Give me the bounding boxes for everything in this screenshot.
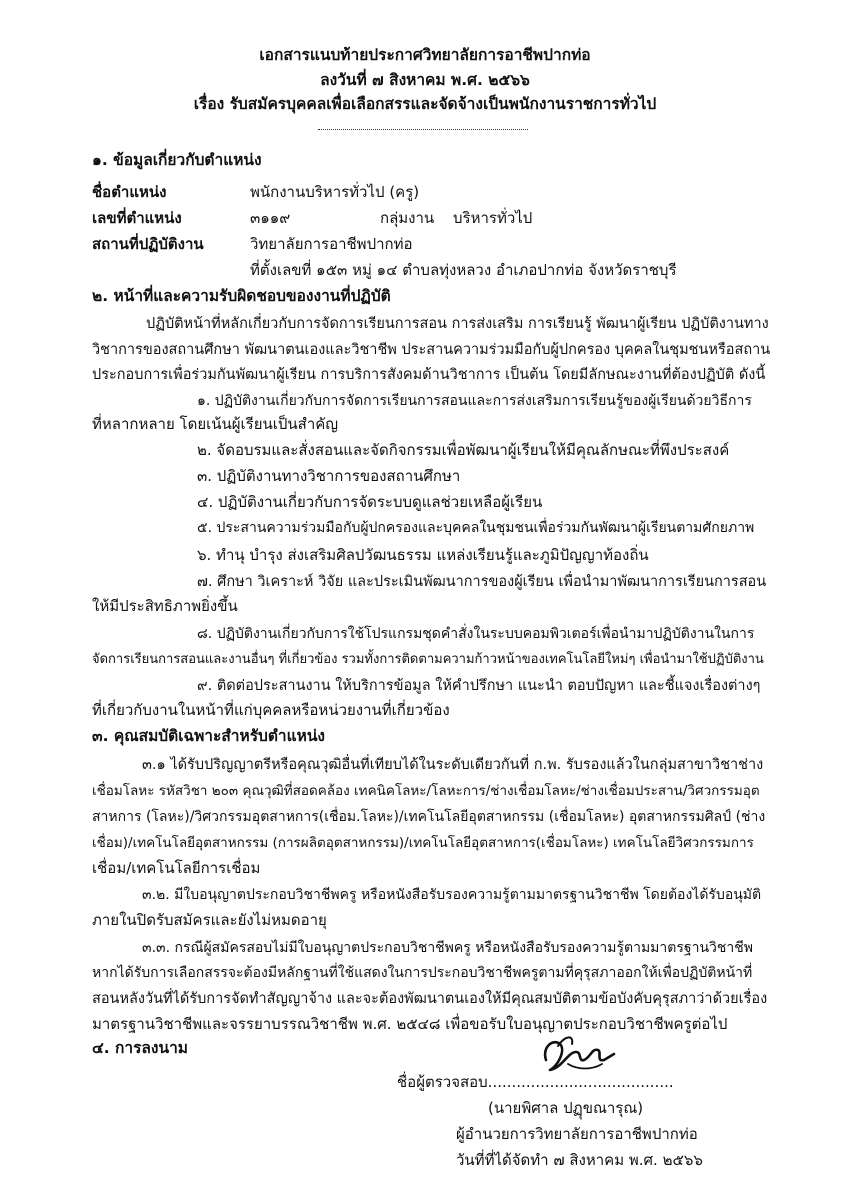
qualification-3-2: ๓.๒. มีใบอนุญาตประกอบวิชาชีพครู หรือหนังสือรับรองความรู้ตามมาตรฐานวิชาชีพ โดยต้องได้รับอนุมัติ xyxy=(142,887,762,903)
position-label: ชื่อตำแหน่ง xyxy=(92,183,167,201)
director-title: ผู้อำนวยการวิทยาลัยการอาชีพปากท่อ xyxy=(456,1125,698,1143)
qualification-3-1-cont-2: สาหการ (โลหะ)/วิศวกรรมอุตสาหการ(เชื่อม.โลหะ)/เทคโนโลยีอุตสาหกรรม (เชื่อมโลหะ) อุตสาหกรรมศิลป์ (ช่าง xyxy=(92,809,766,825)
duty-intro-line-2: วิชาการของสถานศึกษา พัฒนาตนเองและวิชาชีพ ประสานความร่วมมือกับผู้ปกครอง บุคคลในชุมชนหรือสถาน xyxy=(92,342,771,358)
workplace-address: ที่ตั้งเลขที่ ๑๕๓ หมู่ ๑๔ ตำบลทุ่งหลวง อำเภอปากท่อ จังหวัดราชบุรี xyxy=(250,261,677,279)
number-label: เลขที่ตำแหน่ง xyxy=(92,209,182,227)
duty-item-4: ๔. ปฏิบัติงานเกี่ยวกับการจัดระบบดูแลช่วยเหลือผู้เรียน xyxy=(197,493,543,511)
director-name: (นายพิศาล ปฏุขณารุณ) xyxy=(488,1099,644,1117)
duty-item-2: ๒. จัดอบรมและสั่งสอนและจัดกิจกรรมเพื่อพัฒนาผู้เรียนให้มีคุณลักษณะที่พึงประสงค์ xyxy=(197,441,730,459)
document-date: วันที่ที่ได้จัดทำ ๗ สิงหาคม พ.ศ. ๒๕๖๖ xyxy=(456,1151,703,1169)
section1-heading: ๑. ข้อมูลเกี่ยวกับตำแหน่ง xyxy=(92,151,262,169)
group-value: บริหารทั่วไป xyxy=(453,209,533,227)
duty-intro-line-3: ประกอบการเพื่อร่วมกันพัฒนาผู้เรียน การบริการสังคมด้านวิชาการ เป็นต้น โดยมีลักษณะงานที่ต้องปฏิบัติ ดังนี้ xyxy=(92,367,766,383)
qualification-3-1-cont-1: เชื่อมโลหะ รหัสวิชา ๒๐๓ คุณวุฒิที่สอดคล้อง เทคนิคโลหะ/โลหะการ/ช่างเชื่อมโลหะ/ช่างเชื่อมประสาน/วิศวกรรมอุต xyxy=(92,783,760,799)
duty-item-1-cont: ที่หลากหลาย โดยเน้นผู้เรียนเป็นสำคัญ xyxy=(92,415,339,433)
qualification-3-3-cont-1: หากได้รับการเลือกสรรจะต้องมีหลักฐานที่ใช้แสดงในการประกอบวิชาชีพครูตามที่คุรุสภาออกให้เพื่อปฏิบัติหน้าที่ xyxy=(92,965,753,981)
duty-item-8: ๘. ปฏิบัติงานเกี่ยวกับการใช้โปรแกรมชุดคำสั่งในระบบคอมพิวเตอร์เพื่อนำมาปฏิบัติงานในการ xyxy=(197,626,755,642)
qualification-3-3-cont-3: มาตรฐานวิชาชีพและจรรยาบรรณวิชาชีพ พ.ศ. ๒๕๔๘ เพื่อขอรับใบอนุญาตประกอบวิชาชีพครูต่อไป xyxy=(92,1015,728,1033)
header-line-1: เอกสารแนบท้ายประกาศวิทยาลัยการอาชีพปากท่อ xyxy=(259,46,591,64)
checker-label: ชื่อผู้ตรวจสอบ....................................... xyxy=(397,1073,674,1091)
duty-item-7-cont: ให้มีประสิทธิภาพยิ่งขึ้น xyxy=(92,597,238,615)
section2-heading: ๒. หน้าที่และความรับผิดชอบของงานที่ปฏิบัติ xyxy=(92,287,391,305)
duty-item-8-cont: จัดการเรียนการสอนและงานอื่นๆ ที่เกี่ยวข้อง รวมทั้งการติดตามความก้าวหน้าของเทคโนโลยีใหม่ๆ เพื่อนำมาใช้ปฏิบัติงาน xyxy=(92,652,764,667)
duty-item-9-cont: ที่เกี่ยวกับงานในหน้าที่แก่บุคคลหรือหน่วยงานที่เกี่ยวข้อง xyxy=(92,701,450,719)
duty-item-3: ๓. ปฏิบัติงานทางวิชาการของสถานศึกษา xyxy=(197,467,461,485)
group-label: กลุ่มงาน xyxy=(380,209,435,227)
duty-item-1: ๑. ปฏิบัติงานเกี่ยวกับการจัดการเรียนการสอนและการส่งเสริมการเรียนรู้ของผู้เรียนด้วยวิธีการ xyxy=(197,393,752,409)
header-line-2: ลงวันที่ ๗ สิงหาคม พ.ศ. ๒๕๖๖ xyxy=(320,71,530,89)
duty-item-9: ๙. ติดต่อประสานงาน ให้บริการข้อมูล ให้คำปรึกษา แนะนำ ตอบปัญหา และชี้แจงเรื่องต่างๆ xyxy=(197,678,761,694)
header-divider xyxy=(318,129,528,130)
position-value: พนักงานบริหารทั่วไป (ครู) xyxy=(250,183,420,201)
duty-item-6: ๖. ทำนุ บำรุง ส่งเสริมศิลปวัฒนธรรม แหล่งเรียนรู้และภูมิปัญญาท้องถิ่น xyxy=(197,546,649,564)
workplace-value: วิทยาลัยการอาชีพปากท่อ xyxy=(250,235,413,253)
qualification-3-1: ๓.๑ ได้รับปริญญาตรีหรือคุณวุฒิอื่นที่เทียบได้ในระดับเดียวกันที่ ก.พ. รับรองแล้วในกลุ่มสาขาวิชาช่าง xyxy=(142,757,764,773)
duty-item-5: ๕. ประสานความร่วมมือกับผู้ปกครองและบุคคลในชุมชนเพื่อร่วมกันพัฒนาผู้เรียนตามศักยภาพ xyxy=(197,520,755,536)
qualification-3-1-cont-3: เชื่อม)/เทคโนโลยีอุตสาหกรรม (การผลิตอุตสาหกรรม)/เทคโนโลยีอุตสาหการ(เชื่อมโลหะ) เทคโนโลยีวิศวกรรมการ xyxy=(92,835,754,851)
duty-item-7: ๗. ศึกษา วิเคราะห์ วิจัย และประเมินพัฒนาการของผู้เรียน เพื่อนำมาพัฒนาการเรียนการสอน xyxy=(197,574,767,590)
duty-intro-line-1: ปฏิบัติหน้าที่หลักเกี่ยวกับการจัดการเรียนการสอน การส่งเสริม การเรียนรู้ พัฒนาผู้เรียน ปฏิบัติงานทาง xyxy=(146,316,769,332)
qualification-3-1-cont-4: เชื่อม/เทคโนโลยีการเชื่อม xyxy=(92,859,261,877)
workplace-label: สถานที่ปฏิบัติงาน xyxy=(92,235,204,253)
qualification-3-2-cont: ภายในปิดรับสมัครและยังไม่หมดอายุ xyxy=(92,911,327,929)
qualification-3-3-cont-2: สอนหลังวันที่ได้รับการจัดทำสัญญาจ้าง และจะต้องพัฒนาตนเองให้มีคุณสมบัติตามข้อบังคับคุรุสภาว่าด้วยเรื่อง xyxy=(92,991,768,1007)
section4-heading: ๔. การลงนาม xyxy=(92,1039,189,1057)
qualification-3-3: ๓.๓. กรณีผู้สมัครสอบไม่มีใบอนุญาตประกอบวิชาชีพครู หรือหนังสือรับรองความรู้ตามมาตรฐานวิชาชีพ xyxy=(142,940,753,956)
section3-heading: ๓. คุณสมบัติเฉพาะสำหรับตำแหน่ง xyxy=(92,727,325,745)
number-value: ๓๑๑๙ xyxy=(250,209,291,227)
header-line-3: เรื่อง รับสมัครบุคคลเพื่อเลือกสรรและจัดจ้างเป็นพนักงานราชการทั่วไป xyxy=(193,95,657,113)
